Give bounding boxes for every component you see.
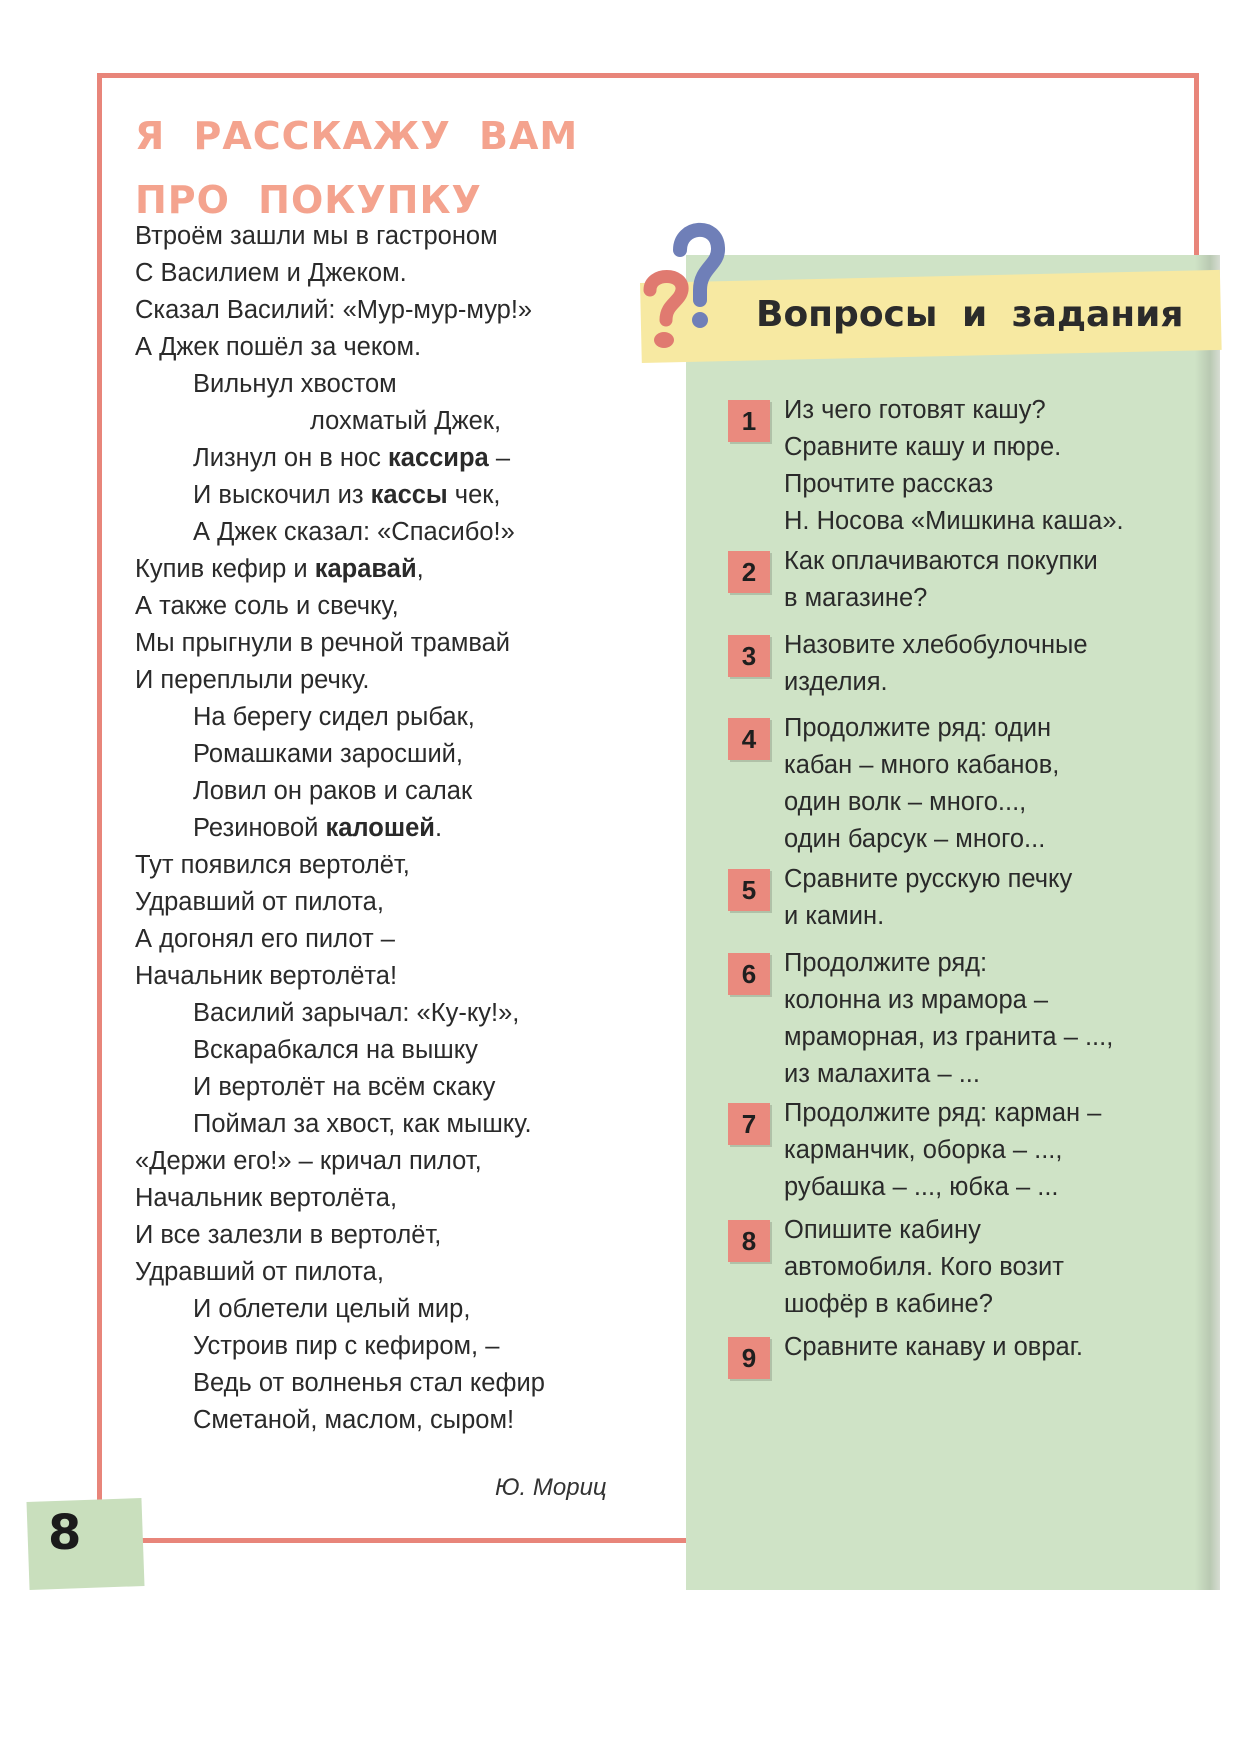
question-text <box>784 861 1214 935</box>
question-number-badge: 4 <box>728 718 770 760</box>
poem-line <box>135 699 655 736</box>
poem-body <box>135 218 655 1439</box>
poem-line <box>135 625 655 662</box>
question-number-badge: 9 <box>728 1337 770 1379</box>
poem-text: лохматый Джек, <box>310 407 502 435</box>
question-line: Из чего готовят кашу? <box>784 396 1046 424</box>
poem-text: Купив кефир и <box>135 555 315 583</box>
poem-text: А Джек сказал: «Спасибо!» <box>193 518 515 546</box>
poem-text: Втроём зашли мы в гастроном <box>135 222 498 250</box>
question-line: карманчик, оборка – ..., <box>784 1136 1063 1164</box>
poem-line <box>135 1254 655 1291</box>
poem-text: Поймал за хвост, как мышку. <box>193 1110 532 1138</box>
poem-line <box>135 551 655 588</box>
poem-text: А Джек пошёл за чеком. <box>135 333 422 361</box>
page-number-badge <box>26 1498 144 1590</box>
question-line: Назовите хлебобулочные <box>784 631 1088 659</box>
question-line: Продолжите ряд: <box>784 949 988 977</box>
poem-title <box>135 104 578 232</box>
poem-line <box>135 736 655 773</box>
poem-line <box>135 1106 655 1143</box>
question-line: изделия. <box>784 668 888 696</box>
poem-line <box>135 329 655 366</box>
question-line: Н. Носова «Мишкина каша». <box>784 507 1124 535</box>
poem-bold-word: кассы <box>370 481 448 509</box>
question-line: Сравните канаву и овраг. <box>784 1333 1083 1361</box>
poem-line <box>135 1032 655 1069</box>
question-line: Продолжите ряд: карман – <box>784 1099 1102 1127</box>
question-line: кабан – много кабанов, <box>784 751 1060 779</box>
poem-text: Сказал Василий: «Мур-мур-мур!» <box>135 296 533 324</box>
poem-line <box>135 403 655 440</box>
poem-line <box>135 1143 655 1180</box>
question-line: в магазине? <box>784 584 928 612</box>
question-text <box>784 1212 1214 1323</box>
poem-line <box>135 810 655 847</box>
poem-text: , <box>416 555 424 583</box>
poem-text: Удравший от пилота, <box>135 888 384 916</box>
question-line: Как оплачиваются покупки <box>784 547 1098 575</box>
poem-line <box>135 1365 655 1402</box>
poem-line <box>135 514 655 551</box>
poem-line <box>135 1180 655 1217</box>
poem-line <box>135 773 655 810</box>
poem-bold-word: каравай <box>314 555 417 583</box>
poem-text: А догонял его пилот – <box>135 925 395 953</box>
poem-line <box>135 995 655 1032</box>
question-line: один волк – много..., <box>784 788 1027 816</box>
question-text <box>784 1095 1214 1206</box>
poem-line <box>135 662 655 699</box>
poem-text: – <box>488 444 511 472</box>
question-line: колонна из мрамора – <box>784 986 1049 1014</box>
poem-line <box>135 1291 655 1328</box>
question-line: из малахита – ... <box>784 1060 980 1088</box>
question-text <box>784 543 1214 617</box>
question-number-badge: 1 <box>728 400 770 442</box>
poem-text: чек, <box>447 481 501 509</box>
question-number-badge: 6 <box>728 953 770 995</box>
poem-line <box>135 921 655 958</box>
question-text <box>784 627 1214 701</box>
question-line: и камин. <box>784 902 885 930</box>
poem-text: Удравший от пилота, <box>135 1258 384 1286</box>
poem-line <box>135 1328 655 1365</box>
question-text <box>784 1329 1214 1366</box>
poem-text: «Держи его!» – кричал пилот, <box>135 1147 482 1175</box>
poem-text: С Василием и Джеком. <box>135 259 407 287</box>
question-text <box>784 392 1214 540</box>
question-line: автомобиля. Кого возит <box>784 1253 1064 1281</box>
question-number-badge: 7 <box>728 1103 770 1145</box>
poem-text: И выскочил из <box>193 481 371 509</box>
question-line: рубашка – ..., юбка – ... <box>784 1173 1059 1201</box>
question-line: Опишите кабину <box>784 1216 981 1244</box>
poem-line <box>135 1069 655 1106</box>
poem-line <box>135 847 655 884</box>
poem-text: Вильнул хвостом <box>193 370 397 398</box>
poem-text: Начальник вертолёта, <box>135 1184 398 1212</box>
poem-title-line-2: ПРО ПОКУПКУ <box>135 178 482 222</box>
question-text <box>784 945 1214 1093</box>
question-line: один барсук – много... <box>784 825 1046 853</box>
poem-text: Резиновой <box>193 814 326 842</box>
poem-text: . <box>434 814 443 842</box>
question-marks-icon <box>642 220 742 380</box>
poem-text: Тут появился вертолёт, <box>135 851 410 879</box>
poem-bold-word: калошей <box>325 814 435 842</box>
poem-line <box>135 958 655 995</box>
question-line: мраморная, из гранита – ..., <box>784 1023 1114 1051</box>
poem-line <box>135 588 655 625</box>
question-line: Сравните кашу и пюре. <box>784 433 1062 461</box>
poem-title-line-1: Я РАССКАЖУ ВАМ <box>135 114 579 158</box>
poem-line <box>135 1402 655 1439</box>
poem-text: Вскарабкался на вышку <box>193 1036 478 1064</box>
poem-line <box>135 884 655 921</box>
poem-line <box>135 366 655 403</box>
poem-line <box>135 218 655 255</box>
poem-text: И облетели целый мир, <box>193 1295 471 1323</box>
poem-text: И вертолёт на всём скаку <box>193 1073 496 1101</box>
poem-text: Мы прыгнули в речной трамвай <box>135 629 511 657</box>
question-number-badge: 5 <box>728 869 770 911</box>
poem-text: И все залезли в вертолёт, <box>135 1221 442 1249</box>
page-number: 8 <box>48 1505 82 1561</box>
question-line: шофёр в кабине? <box>784 1290 993 1318</box>
poem-text: Ромашками заросший, <box>193 740 464 768</box>
poem-text: Лизнул он в нос <box>193 444 388 472</box>
poem-text: Ловил он раков и салак <box>193 777 473 805</box>
question-line: Продолжите ряд: один <box>784 714 1052 742</box>
poem-line <box>135 477 655 514</box>
question-number-badge: 2 <box>728 551 770 593</box>
questions-title: Вопросы и задания <box>756 294 1184 335</box>
question-line: Сравните русскую печку <box>784 865 1073 893</box>
poem-line <box>135 292 655 329</box>
poem-text: Сметаной, маслом, сыром! <box>193 1406 515 1434</box>
question-number-badge: 8 <box>728 1220 770 1262</box>
poem-line <box>135 255 655 292</box>
question-number-badge: 3 <box>728 635 770 677</box>
poem-text: А также соль и свечку, <box>135 592 399 620</box>
question-text <box>784 710 1214 858</box>
poem-bold-word: кассира <box>388 444 489 472</box>
poem-text: Василий зарычал: «Ку-ку!», <box>193 999 520 1027</box>
poem-text: На берегу сидел рыбак, <box>193 703 475 731</box>
question-line: Прочтите рассказ <box>784 470 994 498</box>
poem-text: И переплыли речку. <box>135 666 370 694</box>
poem-text: Устроив пир с кефиром, – <box>193 1332 500 1360</box>
poem-text: Ведь от волненья стал кефир <box>193 1369 545 1397</box>
poem-line <box>135 1217 655 1254</box>
poem-text: Начальник вертолёта! <box>135 962 398 990</box>
poem-line <box>135 440 655 477</box>
poem-author: Ю. Мориц <box>495 1474 607 1501</box>
